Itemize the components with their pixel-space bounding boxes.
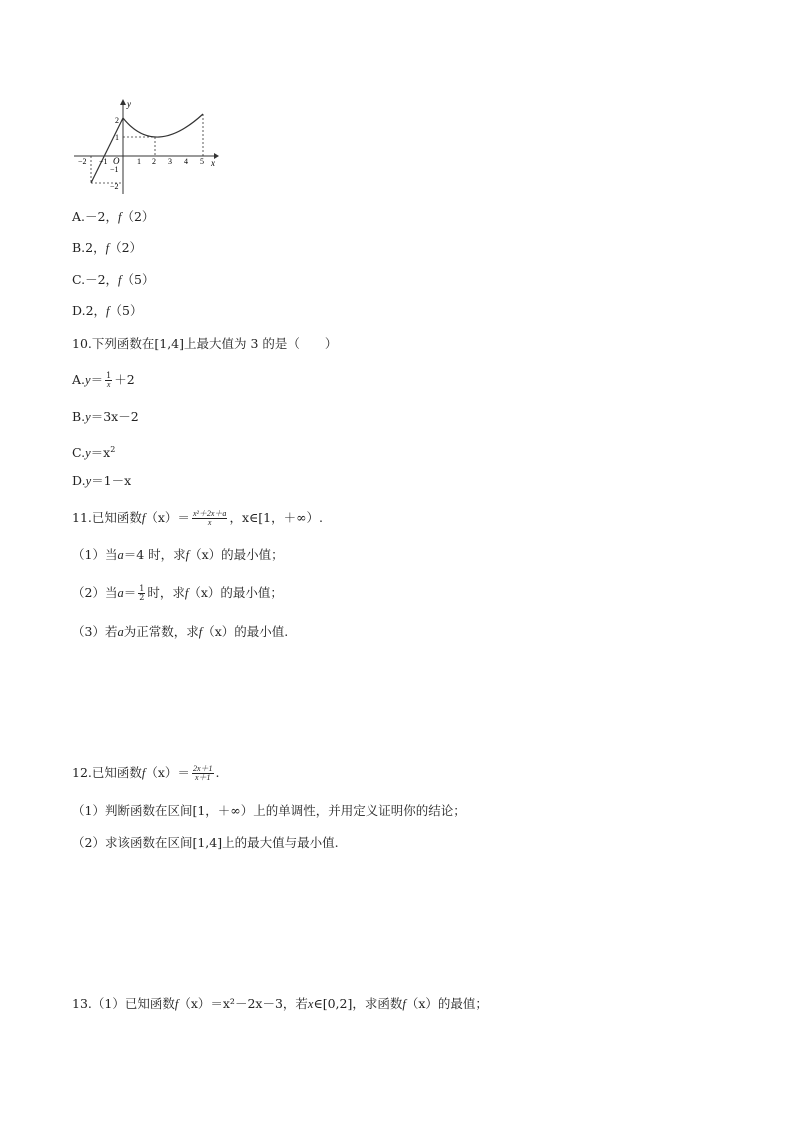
stem-text: 11.已知函数 [72, 510, 142, 525]
numerator: 1 [106, 371, 112, 380]
y-axis-arrow [120, 99, 126, 105]
y-tick-neg1: −1 [110, 165, 119, 174]
origin-label: O [113, 156, 120, 166]
option-prefix: D. [72, 303, 86, 318]
text-b: （x）＝x²－2x－3，若 [178, 996, 308, 1011]
y-tick-neg2: −2 [110, 182, 119, 191]
option-fn: f [118, 273, 122, 287]
stem-fn: f [141, 511, 146, 525]
numerator: x²＋2x＋a [192, 509, 227, 518]
option-var: y [85, 446, 91, 461]
text-a: 13.（1）已知函数 [72, 996, 175, 1011]
option-prefix: B. [72, 409, 86, 424]
part-var: a [117, 586, 124, 600]
fraction [105, 372, 112, 389]
y-tick-1: 1 [115, 133, 119, 142]
q9-option-c [72, 272, 154, 288]
q10-option-a [72, 372, 135, 389]
q10-option-b [72, 409, 139, 425]
curve-parabola-part [123, 114, 203, 137]
option-fn: f [105, 241, 110, 255]
option-value: －2， [85, 209, 118, 224]
q11-part-1 [72, 547, 284, 563]
x-tick-3: 3 [168, 157, 172, 166]
option-var: y [85, 410, 91, 424]
numerator: 2x＋1 [192, 764, 213, 773]
numerator: 1 [139, 584, 145, 593]
stem-arg: （x）＝ [145, 765, 190, 780]
q11-part-3 [72, 624, 288, 640]
option-arg: （2） [109, 240, 143, 255]
x-tick-5: 5 [200, 157, 204, 166]
part-var: a [117, 548, 124, 562]
fraction [192, 765, 214, 782]
q10-stem: 10.下列函数在[1,4]上最大值为 3 的是（ ） [72, 336, 338, 351]
stem-text-b: . [215, 765, 220, 780]
x-tick-1: 1 [137, 157, 141, 166]
q12-stem [72, 765, 219, 782]
q11-stem [72, 510, 323, 527]
q9-option-a [72, 209, 154, 225]
part-eq: ＝ [123, 585, 137, 600]
stem-fn: f [141, 766, 146, 780]
option-rest: ＋2 [114, 372, 135, 387]
q11-part-2 [72, 585, 283, 602]
part-text: （2）当 [72, 585, 118, 600]
option-rest: ＝x [90, 445, 111, 461]
option-fn: f [117, 210, 122, 224]
fn: f [174, 997, 179, 1011]
option-rest: ＝3x－2 [90, 409, 139, 424]
fraction [192, 510, 228, 527]
part-text-b: 时，求 [147, 585, 185, 600]
denominator: 2 [139, 593, 145, 602]
part-text: （3）若 [72, 624, 118, 639]
q12-part-1: （1）判断函数在区间[1，＋∞）上的单调性，并用定义证明你的结论； [72, 803, 466, 818]
part-fn: f [184, 586, 189, 600]
option-value: 2， [85, 303, 107, 318]
x-tick-neg2: −2 [78, 157, 87, 166]
part-text-c: （x）的最小值； [188, 585, 283, 600]
x-tick-2: 2 [152, 157, 156, 166]
denominator: x [207, 518, 212, 527]
part-text-c: （x）的最小值. [202, 624, 289, 639]
fn2: f [402, 997, 406, 1011]
part-fn: f [198, 625, 203, 639]
denominator: x [106, 380, 111, 389]
q9-option-b [72, 240, 142, 256]
stem-arg: （x）＝ [145, 510, 190, 525]
denominator: x＋1 [194, 773, 211, 782]
option-arg: （2） [121, 209, 155, 224]
option-rest: ＝1－x [91, 473, 132, 488]
x-tick-4: 4 [184, 157, 188, 166]
q10-option-c [72, 442, 115, 461]
y-axis-label: y [127, 99, 131, 109]
q9-option-d [72, 303, 142, 319]
exponent: 2 [110, 445, 116, 454]
fraction [138, 585, 145, 602]
option-arg: （5） [121, 272, 155, 287]
part-text-b: 为正常数，求 [123, 624, 199, 639]
x-tick-neg1: −1 [99, 157, 108, 166]
stem-text-b: ，x∈[1，＋∞）. [229, 510, 323, 525]
part-fn: f [185, 548, 190, 562]
x-axis-label: x [211, 158, 215, 168]
q12-part-2: （2）求该函数在区间[1,4]上的最大值与最小值. [72, 835, 339, 850]
option-var: y [85, 373, 91, 387]
function-graph [72, 98, 222, 196]
part-text-c: （x）的最小值； [189, 547, 284, 562]
option-value: 2， [85, 240, 106, 255]
part-text-b: ＝4 时，求 [123, 547, 186, 562]
option-eq: ＝ [90, 372, 104, 387]
text-c: ∈[0,2]，求函数 [313, 996, 403, 1011]
q13-part-1 [72, 996, 488, 1012]
var: x [307, 997, 314, 1011]
q10-option-d [72, 473, 131, 489]
option-prefix: C. [72, 272, 86, 287]
part-text: （1）当 [72, 547, 118, 562]
option-prefix: B. [72, 240, 86, 255]
text-d: （x）的最值； [405, 996, 488, 1011]
option-value: －2， [85, 272, 119, 287]
option-fn: f [106, 304, 110, 318]
option-var: y [85, 474, 92, 488]
stem-text: 12.已知函数 [72, 765, 142, 780]
option-arg: （5） [109, 303, 143, 318]
part-var: a [117, 625, 124, 639]
option-prefix: C. [72, 445, 86, 461]
option-prefix: A. [72, 372, 86, 387]
option-prefix: D. [72, 473, 86, 488]
y-tick-2: 2 [115, 116, 119, 125]
option-prefix: A. [72, 209, 86, 224]
